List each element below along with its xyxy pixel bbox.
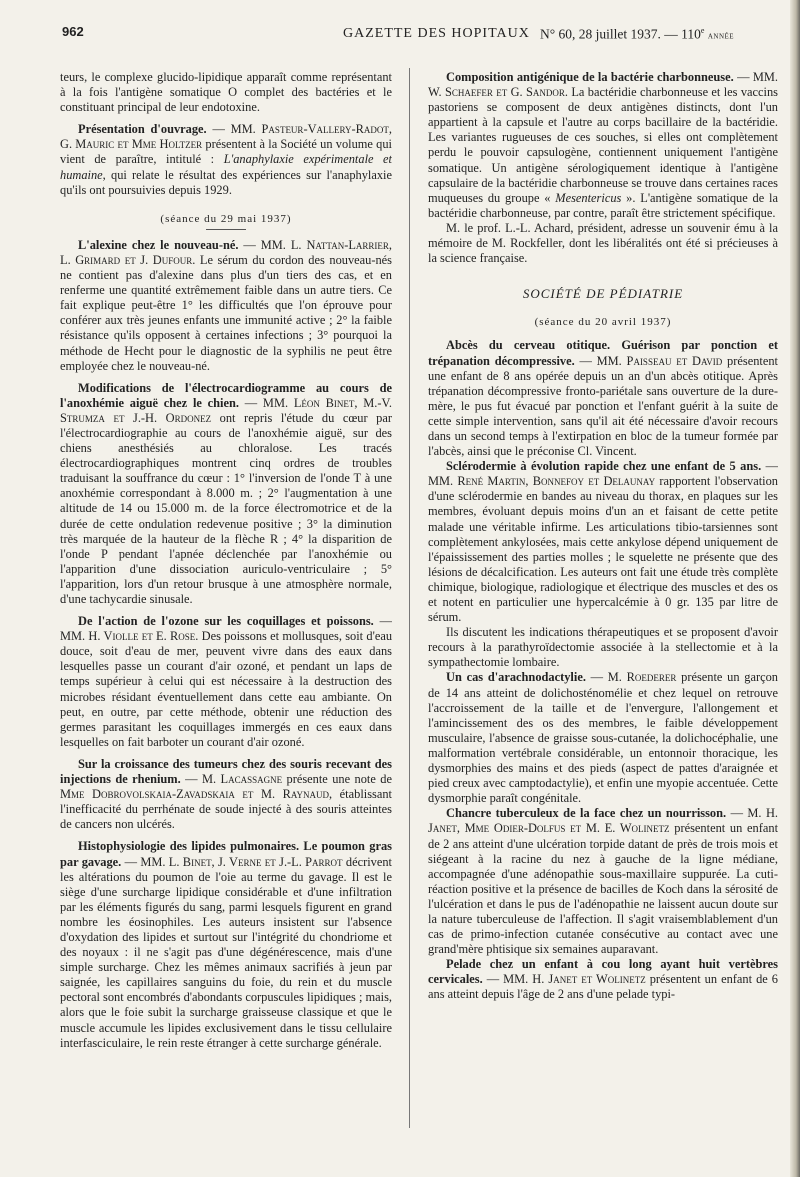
right-p6-title: Un cas d'arachnodactylie. (446, 670, 586, 685)
right-p3-authors: — MM. Paisseau et David (579, 353, 723, 368)
left-para-2 (60, 238, 392, 374)
left-p2-title: L'alexine chez le nouveau-né. (78, 237, 239, 252)
right-p1-text: La bactéridie charbonneuse et les vaccins pastoriens se composent de deux antigènes distincts, dont l'un appartient à la capsule et l'autre au corps bacillaire de la bactéridie. Les variantes rugueuses de ces souches, si elles ont complètement perdu le pouvoir capsulogène, contiennent uniquement l'antigène somatique. Un antigène sérologiquement identique à l'antigène capsulaire de la bactéridie charbonneuse se trouve dans certaines races muqueuses du groupe « (428, 85, 778, 205)
right-p1-end: ». L'antigène somatique de la bactéridie charbonneuse, par contre, paraît être strictement spécifique. (428, 190, 778, 220)
left-para-5 (60, 757, 392, 832)
left-session-heading: (séance du 29 mai 1937) (160, 212, 292, 225)
issue-info (540, 26, 734, 43)
issue-annee: année (707, 30, 735, 42)
left-para-3 (60, 381, 392, 607)
right-p4-text: rapportent l'observation d'une sclérodermie en bandes au niveau du thorax, en plaques sur les membres, évoluant depuis moins d'un an et faisant de cette petite malade une véritable infirme. Les articulations tibio-tarsiennes sont complètement ankylosées, mais cette ankylose dépend uniquement de l'épaississement des parties molles ; le squelette ne présente que des lésions de décalcification. Les auteurs ont fait une étude très complète chimique, biologique, radiologique et électrique des muscles et des os et notent en particulier une hypercalcémie à 0 gr. 135 par litre de sérum. (428, 474, 778, 625)
left-p6-text: décrivent les altérations du poumon de l'oie au terme du gavage. Il est le siège d'une surcharge lipidique considérable et d'une infiltration par les éléments figurés du sang, parmi lesquels figurent en grand nombre les éosinophiles. Les auteurs insistent sur l'absence d'oxydation des lipides et surtout sur l'intégrité du chondriome et des noyaux : il ne s'agit pas d'une dégénérescence, mais d'une simple surcharge. Chez les mêmes animaux sacrifiés à jeun par saignée, les capillaires sanguins du foie, du rein et du muscle pectoral sont encombrés d'abondants corpuscules lipidiques ; mais, alors que le foie subit la surcharge graisseuse classique et que le muscle accumule les lipides exclusivement dans le tissu cellulaire interfasciculaire, le rein reste étranger à cette surcharge générale. (60, 854, 392, 1050)
left-p5-authors: — M. Lacassagne (185, 772, 283, 787)
left-session-rule (206, 229, 246, 230)
left-p5-text: présente une note de (282, 772, 392, 787)
right-para-1 (428, 70, 778, 221)
left-p5-end: établissant l'inefficacité du perrhénate de soude injecté à des souris atteintes de cancers non ulcérés. (60, 787, 392, 832)
issue-sup: e (700, 26, 705, 35)
journal-title: GAZETTE DES HOPITAUX (343, 26, 530, 41)
right-p6-authors: — M. Roederer (590, 670, 677, 685)
right-p4-authors: — MM. René Martin, Bonnefoy et Delaunay (428, 459, 778, 489)
right-para-3 (428, 338, 778, 459)
right-p8-title: Pelade chez un enfant à cou long ayant huit vertèbres cervicales. (428, 957, 778, 987)
right-para-2: M. le prof. L.-L. Achard, président, adresse un souvenir ému à la mémoire de M. Rockfeller, dont les libéralités ont été si précieuses à la science française. (428, 220, 778, 266)
page-number: 962 (62, 24, 84, 39)
left-para-4 (60, 614, 392, 750)
left-p1-text: présentent à la Société un volume qui vient de paraître, intitulé : (60, 137, 392, 167)
left-p4-text: Des poissons et mollusques, soit d'eau douce, soit d'eau de mer, peuvent vivre dans des eaux dans lesquelles passe un courant d'air ozoné, et pendant un laps de temps supérieur à celui qui est nécessaire à la destruction des microbes résidant éventuellement dans cette eau ambiante. On peut, en outre, par cette méthode, obtenir une réduction des germes parasitant les coquillages immergés en ces eaux dans lesquelles on fait barboter un courant d'air ozoné. (60, 629, 392, 749)
left-p3-title: Modifications de l'électrocardiogramme au cours de l'anoxhémie aiguë chez le chien. (60, 380, 392, 410)
right-session-heading: (séance du 20 avril 1937) (534, 316, 672, 329)
right-column (428, 70, 778, 1170)
left-p3-text: ont repris l'étude du cœur par l'électrocardiographie au cours de l'anoxhémie aiguë, sur des chiens anesthésiés au chloralose. Les tracés électrocardiographiques montrent cinq ordres de troubles traduisant la souffrance du cœur : 1° l'inversion de l'onde T à une anoxhémie correspondant à 8.000 m. ; 2° l'augmentation à une altitude de 14 ou 15.000 m. de la force électromotrice et de la durée de cette ondulation redevenue positive ; 3° la diminution très marquée de la hauteur de la flèche R ; 4° la disparition de l'onde P pendant l'apnée déclenchée par l'anoxhémie ou l'apparition d'une dissociation auriculo-ventriculaire ; 5° l'apparition, lors d'un retour brusque à une atmosphère normale, d'une tachycardie sinusale. (60, 410, 392, 606)
left-p6-authors: — MM. L. Binet, J. Verne et J.-L. Parrot (124, 854, 343, 869)
right-p7-title: Chancre tuberculeux de la face chez un nourrisson. (446, 806, 727, 821)
right-p3-text: présentent une enfant de 8 ans opérée depuis un an d'un abcès otitique. Après trépanation décompressive fronto-pariétale sans ouverture de la dure-mère, le pus fut évacué par ponction et l'enfant guérit à la suite de cette simple intervention, sans qu'il ait été nécessaire d'avoir recours dans un second temps à l'extirpation en bloc de la tumeur formée par l'abcès, ainsi que le préconise Cl. Vincent. (428, 353, 778, 459)
left-p4-authors: — MM. H. Violle et E. Rose. (60, 614, 392, 644)
left-para-1 (60, 122, 392, 197)
left-p3-authors: — MM. Léon Binet, M.-V. Strumza et J.-H. Ordonez (60, 395, 392, 425)
right-p1-italic: Mesentericus (555, 190, 622, 205)
left-p1-title: Présentation d'ouvrage. (78, 122, 207, 137)
right-p1-title: Composition antigénique de la bactérie charbonneuse. (446, 70, 734, 84)
issue-text: N° 60, 28 juillet 1937. — 110 (540, 26, 701, 42)
left-para-6 (60, 839, 392, 1050)
right-para-8 (428, 957, 778, 1002)
right-p6-text: présente un garçon de 14 ans atteint de dolichosténomélie et chez lequel on retrouve l'accroissement de la taille et de l'envergure, l'allongement et l'amincissement des os des membres, le faible développement musculaire, l'absence de graisse sous-cutanée, la dolichocéphalie, une malformation vertébrale considérable, un entonnoir thoracique, les dysmorphies des mains et des pieds (aspect de pattes d'araignée et pied creux avec camptodactylie), et enfin une myopie accentuée. Cette dysmorphie paraît congénitale. (428, 670, 778, 806)
left-p4-title: De l'action de l'ozone sur les coquillages et poissons. (78, 614, 374, 629)
left-p6-title: Histophysiologie des lipides pulmonaires. Le poumon gras par gavage. (60, 839, 392, 869)
right-p8-authors: — MM. H. Janet et Wolinetz (486, 972, 646, 987)
left-p2-text: Le sérum du cordon des nouveau-nés ne contient pas d'alexine dans plus d'un tiers des cas, et en renferme une quantité extrêmement faible dans un autre tiers. Ce fait explique peut-être 1° les difficultés que l'on éprouve pour conférer aux très jeunes enfants une immunité active ; 2° la faible résistance qu'ils opposent à certaines infections ; 3° pourquoi la méthode de Hecht pour le diagnostic de la syphilis ne peut être employée chez le nouveau-né. (60, 252, 392, 373)
page-edge-shadow (790, 0, 800, 1177)
right-p3-title: Abcès du cerveau otitique. Guérison par ponction et trépanation décompressive. (428, 338, 778, 368)
left-p1-authors: — MM. Pasteur-Vallery-Radot, G. Mauric et Mme Holtzer (60, 122, 392, 152)
left-p1-book: L'anaphylaxie expérimentale et humaine (60, 152, 392, 182)
running-header (0, 14, 800, 54)
right-p1-authors: — MM. W. Schaefer et G. Sandor. (428, 70, 778, 100)
society-heading: SOCIÉTÉ DE PÉDIATRIE (522, 286, 684, 302)
left-column (60, 70, 392, 1170)
right-p8-text: présentent un enfant de 6 ans atteint depuis l'âge de 2 ans d'une pelade typi- (428, 972, 778, 1002)
left-p1-end: , qui relate le résultat des expériences sur l'anaphylaxie qu'ils ont poursuivies depuis 1929. (60, 167, 392, 197)
left-para-0: teurs, le complexe glucido-lipidique apparaît comme représentant à la fois l'antigène somatique O complet des bactéries et le constituant principal de leur endotoxine. (60, 70, 392, 115)
right-para-6 (428, 670, 778, 806)
left-p5-authors-2: Mme Dobrovolskaia-Zavadskaia et M. Raynaud, (60, 787, 333, 802)
column-divider (409, 68, 410, 1128)
right-p7-authors: — M. H. Janet, Mme Odier-Dolfus et M. E. Wolinetz (428, 806, 778, 836)
right-p7-text: présentent un enfant de 2 ans atteint d'une ulcération torpide datant de près de trois mois et siégeant à la racine du nez à gauche de la ligne médiane, accompagnée d'une adénopathie sous-maxillaire suppurée. La cuti-réaction positive et la présence de bacilles de Koch dans la sérosité de l'ulcération et dans le pus de l'adénopathie ne laissent aucun doute sur la nature tuberculeuse de l'affection. Il s'agit vraisemblablement d'un cas de primo-infection cutanée consécutive au contact avec une grand'mère phtisique six semaines auparavant. (428, 821, 778, 957)
left-p2-authors: — MM. L. Nattan-Larrier, L. Grimard et J. Dufour. (60, 237, 392, 267)
right-para-5: Ils discutent les indications thérapeutiques et se proposent d'avoir recours à la parathyroïdectomie associée à la stellectomie et à la sympathectomie lombaire. (428, 625, 778, 670)
right-para-4 (428, 459, 778, 625)
right-p4-title: Sclérodermie à évolution rapide chez une enfant de 5 ans. (446, 459, 762, 474)
right-para-7 (428, 806, 778, 957)
left-p5-title: Sur la croissance des tumeurs chez des souris recevant des injections de rhenium. (60, 756, 392, 787)
